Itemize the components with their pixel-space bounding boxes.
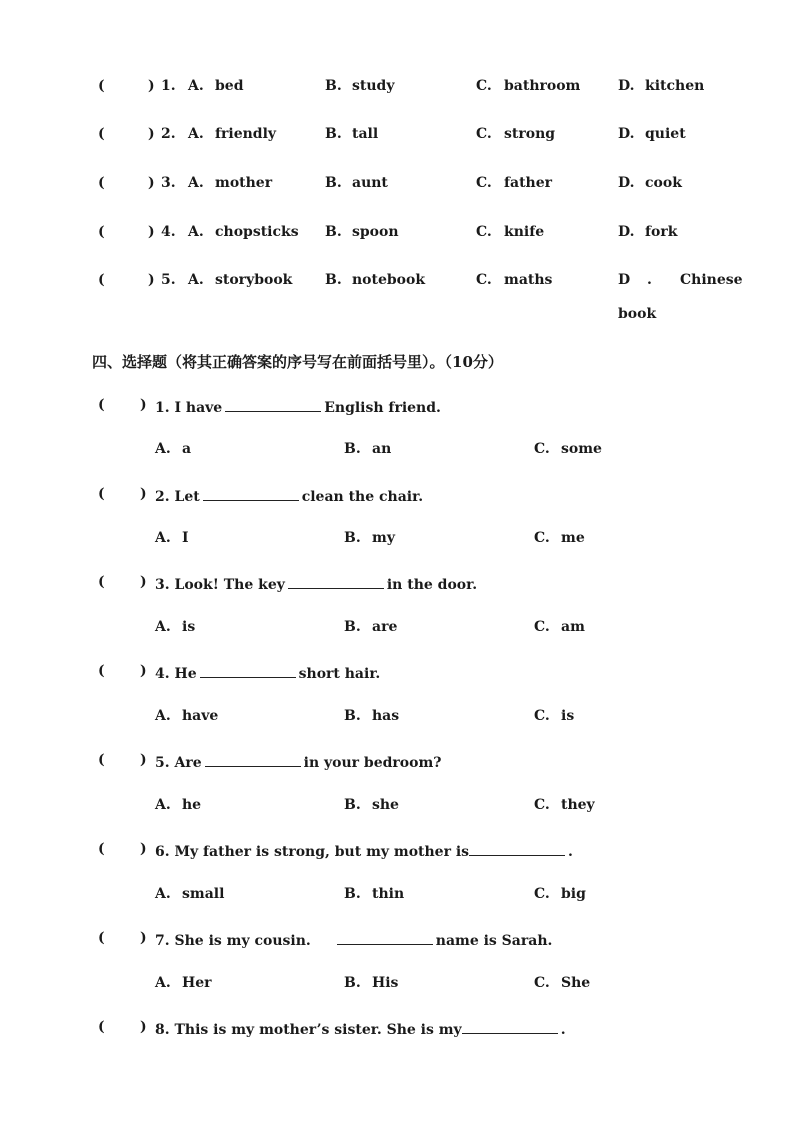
option-text-b: an xyxy=(372,441,392,457)
question-number: 1. xyxy=(161,78,176,94)
option-letter-d-dot: . xyxy=(647,272,652,288)
option-letter-d: D. xyxy=(618,175,635,191)
option-letter-c: C. xyxy=(534,886,550,902)
answer-paren-close: ) xyxy=(148,126,155,142)
option-letter-d: D. xyxy=(618,224,635,240)
option-letter-b: B. xyxy=(325,224,342,240)
option-text-a: chopsticks xyxy=(215,224,299,240)
answer-paren-close: ) xyxy=(148,78,155,94)
question-number: 5. xyxy=(161,272,176,288)
option-letter-c: C. xyxy=(534,530,550,546)
option-text-a: I xyxy=(182,530,189,546)
option-letter-b: B. xyxy=(325,272,342,288)
option-text-c: bathroom xyxy=(504,78,581,94)
option-text-d: quiet xyxy=(645,126,686,142)
answer-paren-close: ) xyxy=(140,930,147,946)
option-letter-c: C. xyxy=(476,272,492,288)
question-after: . xyxy=(560,1022,566,1038)
answer-paren-open[interactable]: ( xyxy=(98,663,105,679)
option-letter-c: C. xyxy=(476,175,492,191)
answer-paren-close: ) xyxy=(140,574,147,590)
answer-paren-close: ) xyxy=(140,397,147,413)
answer-paren-open[interactable]: ( xyxy=(98,930,105,946)
option-text-d: cook xyxy=(645,175,682,191)
question-after: English friend. xyxy=(324,400,441,416)
question-number: 6. xyxy=(155,844,170,860)
question-after: clean the chair. xyxy=(301,489,424,505)
question-before: Look! The key xyxy=(174,577,285,593)
option-letter-a: A. xyxy=(188,175,204,191)
option-text-b: has xyxy=(372,708,400,724)
option-letter-c: C. xyxy=(476,224,492,240)
option-letter-b: B. xyxy=(325,175,342,191)
question-text xyxy=(155,663,380,682)
option-letter-c: C. xyxy=(476,126,492,142)
answer-paren-close: ) xyxy=(148,224,155,240)
option-text-b: are xyxy=(372,619,398,635)
question-before: This is my mother’s sister. She is my xyxy=(174,1022,462,1038)
question-after: in your bedroom? xyxy=(303,755,442,771)
question-text xyxy=(155,1019,566,1038)
answer-paren-open[interactable]: ( xyxy=(98,574,105,590)
question-number: 2. xyxy=(155,489,170,505)
question-number: 3. xyxy=(161,175,176,191)
option-letter-b: B. xyxy=(344,530,361,546)
option-letter-b: B. xyxy=(344,886,361,902)
option-text-c: strong xyxy=(504,126,556,142)
answer-paren-close: ) xyxy=(148,272,155,288)
answer-paren-open[interactable]: ( xyxy=(98,486,105,502)
option-text-c: am xyxy=(561,619,585,635)
option-text-a: he xyxy=(182,797,202,813)
option-text-d-wrap: book xyxy=(618,306,657,322)
option-text-b: His xyxy=(372,975,399,991)
answer-blank[interactable] xyxy=(469,841,565,856)
option-letter-a: A. xyxy=(155,619,171,635)
answer-blank[interactable] xyxy=(203,486,299,501)
question-text xyxy=(155,930,552,949)
question-number: 1. xyxy=(155,400,170,416)
option-text-b: study xyxy=(352,78,395,94)
option-letter-d: D. xyxy=(618,126,635,142)
answer-paren-close: ) xyxy=(140,752,147,768)
question-before: She is my cousin. xyxy=(174,933,311,949)
option-text-a: mother xyxy=(215,175,273,191)
question-before: My father is strong, but my mother is xyxy=(174,844,470,860)
option-text-c: big xyxy=(561,886,586,902)
option-text-c: they xyxy=(561,797,595,813)
question-text xyxy=(155,752,441,771)
option-text-c: me xyxy=(561,530,585,546)
question-number: 7. xyxy=(155,933,170,949)
option-text-c: some xyxy=(561,441,602,457)
option-letter-a: A. xyxy=(188,272,204,288)
option-text-c: knife xyxy=(504,224,545,240)
answer-blank[interactable] xyxy=(205,752,301,767)
option-text-b: she xyxy=(372,797,399,813)
answer-paren-open[interactable]: ( xyxy=(98,224,105,240)
option-letter-b: B. xyxy=(325,126,342,142)
answer-paren-close: ) xyxy=(140,1019,147,1035)
option-text-a: small xyxy=(182,886,225,902)
option-text-b: spoon xyxy=(352,224,399,240)
answer-paren-open[interactable]: ( xyxy=(98,841,105,857)
option-letter-c: C. xyxy=(534,441,550,457)
option-text-d: fork xyxy=(645,224,678,240)
option-text-a: bed xyxy=(215,78,244,94)
question-after: in the door. xyxy=(386,577,478,593)
answer-blank[interactable] xyxy=(462,1019,558,1034)
question-text xyxy=(155,841,573,860)
option-letter-c: C. xyxy=(534,797,550,813)
option-letter-b: B. xyxy=(344,441,361,457)
option-text-d: Chinese xyxy=(680,272,743,288)
option-text-b: my xyxy=(372,530,395,546)
option-text-a: a xyxy=(182,441,192,457)
answer-paren-close: ) xyxy=(140,486,147,502)
question-number: 8. xyxy=(155,1022,170,1038)
option-letter-a: A. xyxy=(155,530,171,546)
option-text-c: maths xyxy=(504,272,553,288)
option-letter-c: C. xyxy=(534,708,550,724)
question-number: 4. xyxy=(161,224,176,240)
question-text xyxy=(155,574,477,593)
option-letter-b: B. xyxy=(344,797,361,813)
option-letter-c: C. xyxy=(534,975,550,991)
option-letter-a: A. xyxy=(188,126,204,142)
section-4-title: 四、选择题（将其正确答案的序号写在前面括号里）。（10分） xyxy=(92,353,503,371)
option-text-a: is xyxy=(182,619,196,635)
option-text-c: father xyxy=(504,175,553,191)
answer-paren-close: ) xyxy=(140,663,147,679)
option-letter-a: A. xyxy=(155,975,171,991)
option-text-b: thin xyxy=(372,886,405,902)
option-letter-a: A. xyxy=(155,886,171,902)
option-letter-a: A. xyxy=(188,224,204,240)
question-number: 5. xyxy=(155,755,170,771)
option-text-a: Her xyxy=(182,975,212,991)
option-letter-b: B. xyxy=(344,619,361,635)
option-letter-a: A. xyxy=(188,78,204,94)
answer-paren-open[interactable]: ( xyxy=(98,272,105,288)
option-letter-a: A. xyxy=(155,797,171,813)
option-letter-b: B. xyxy=(344,975,361,991)
answer-paren-open[interactable]: ( xyxy=(98,78,105,94)
answer-blank[interactable] xyxy=(337,930,433,945)
answer-blank[interactable] xyxy=(200,663,296,678)
option-letter-c: C. xyxy=(534,619,550,635)
option-text-c: is xyxy=(561,708,575,724)
question-before: Are xyxy=(174,755,202,771)
option-letter-b: B. xyxy=(325,78,342,94)
question-number: 2. xyxy=(161,126,176,142)
question-before: Let xyxy=(174,489,200,505)
option-text-b: notebook xyxy=(352,272,426,288)
answer-paren-close: ) xyxy=(148,175,155,191)
option-letter-a: A. xyxy=(155,441,171,457)
option-text-b: tall xyxy=(352,126,379,142)
question-number: 4. xyxy=(155,666,170,682)
answer-paren-open[interactable]: ( xyxy=(98,175,105,191)
question-text xyxy=(155,486,423,505)
answer-paren-open[interactable]: ( xyxy=(98,397,105,413)
option-letter-c: C. xyxy=(476,78,492,94)
answer-blank[interactable] xyxy=(225,397,321,412)
option-letter-d: D xyxy=(618,272,631,288)
option-letter-b: B. xyxy=(344,708,361,724)
answer-blank[interactable] xyxy=(288,574,384,589)
option-text-d: kitchen xyxy=(645,78,705,94)
answer-paren-open[interactable]: ( xyxy=(98,752,105,768)
question-before: He xyxy=(174,666,197,682)
option-letter-a: A. xyxy=(155,708,171,724)
question-after: short hair. xyxy=(298,666,381,682)
option-letter-d: D. xyxy=(618,78,635,94)
answer-paren-open[interactable]: ( xyxy=(98,1019,105,1035)
option-text-a: have xyxy=(182,708,219,724)
question-after: . xyxy=(568,844,573,860)
question-after: name is Sarah. xyxy=(435,933,553,949)
question-before: I have xyxy=(174,400,223,416)
question-text xyxy=(155,397,441,416)
question-number: 3. xyxy=(155,577,170,593)
option-text-c: She xyxy=(561,975,591,991)
option-text-b: aunt xyxy=(352,175,388,191)
answer-paren-close: ) xyxy=(140,841,147,857)
option-text-a: storybook xyxy=(215,272,293,288)
option-text-a: friendly xyxy=(215,126,277,142)
answer-paren-open[interactable]: ( xyxy=(98,126,105,142)
